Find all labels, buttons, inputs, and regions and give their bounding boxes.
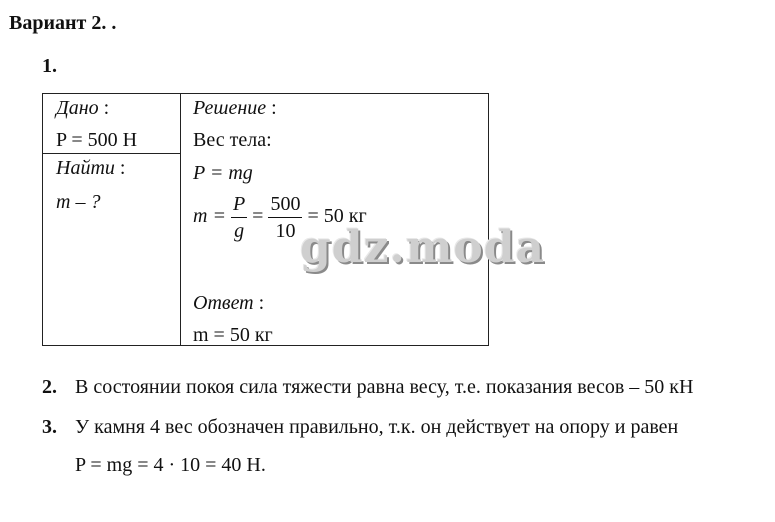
solution-line-weight: Вес тела:	[193, 129, 272, 151]
table-divider-horizontal	[42, 153, 181, 154]
item-3-number: 3.	[42, 416, 57, 438]
find-value: m – ?	[56, 191, 101, 213]
watermark: gdz.moda	[300, 222, 546, 273]
formula-equals: =	[252, 205, 264, 228]
solution-heading: Решение :	[193, 97, 277, 119]
item-2-number: 2.	[42, 376, 57, 398]
page-title: Вариант 2. .	[9, 12, 117, 34]
fraction-500-over-10	[268, 192, 302, 243]
item-3-text: У камня 4 вес обозначен правильно, т.к. он действует на опору и равен	[75, 416, 679, 438]
fraction-denominator: 10	[275, 220, 296, 242]
fraction-numerator: P	[232, 193, 246, 215]
fraction-denominator: g	[234, 220, 245, 242]
formula-result: = 50 кг	[307, 205, 367, 228]
given-value: P = 500 Н	[56, 129, 138, 151]
table-divider-vertical	[180, 93, 181, 346]
solution-formula-weight: P = mg	[193, 162, 253, 184]
fraction-numerator: 500	[270, 193, 301, 215]
item-3-formula: P = mg = 4 · 10 = 40 Н.	[75, 454, 266, 476]
given-heading: Дано :	[56, 97, 110, 119]
answer-heading: Ответ :	[193, 292, 265, 314]
problem-1-number: 1.	[42, 55, 57, 77]
find-heading: Найти :	[56, 157, 126, 179]
formula-lhs: m =	[193, 205, 226, 228]
answer-value: m = 50 кг	[193, 324, 273, 346]
fraction-p-over-g	[231, 192, 247, 243]
item-2-text: В состоянии покоя сила тяжести равна весу, т.е. показания весов – 50 кН	[75, 376, 694, 398]
